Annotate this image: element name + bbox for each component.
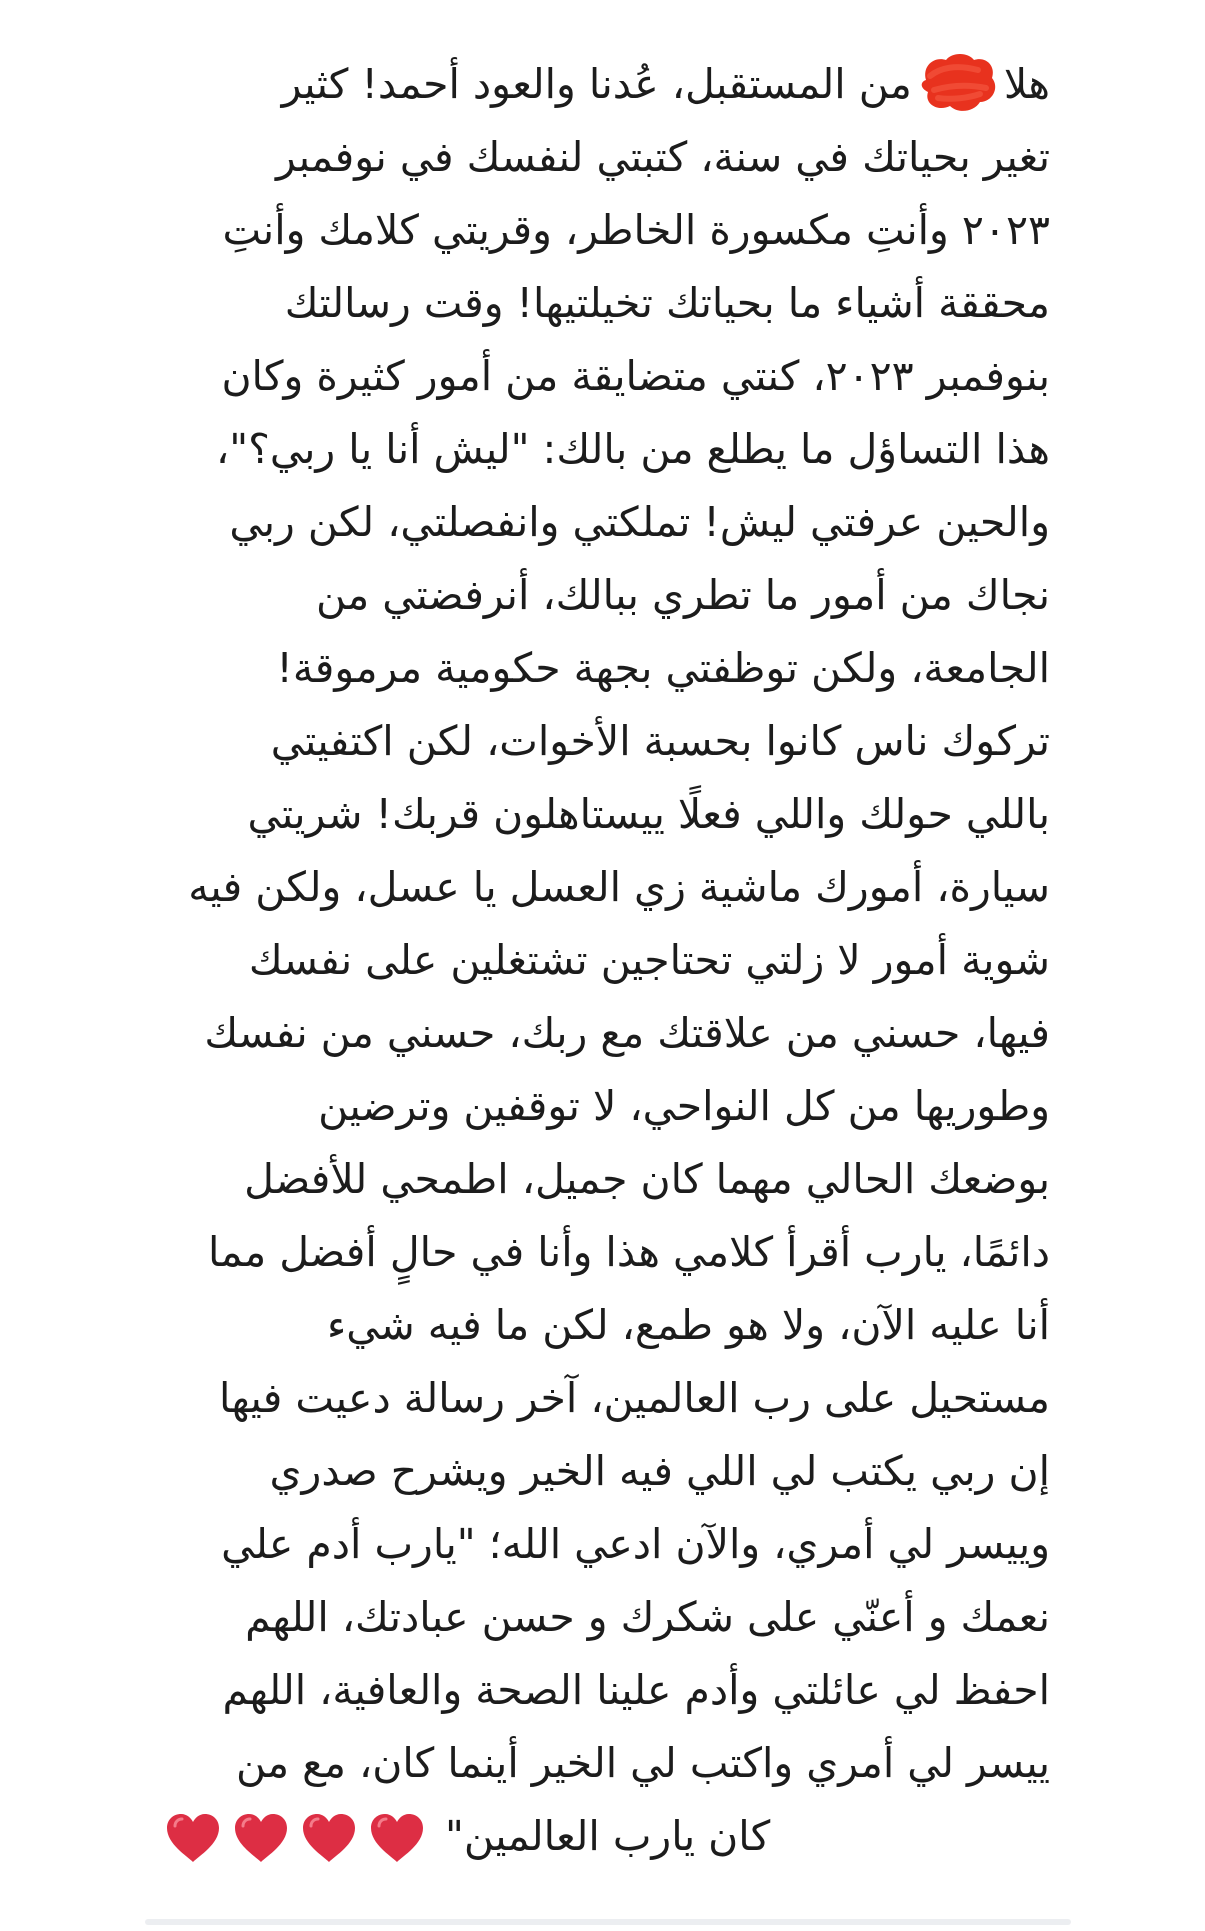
message-line: أنا عليه الآن، ولا هو طمع، لكن ما فيه شيء <box>326 1301 1050 1349</box>
message-line-1 <box>145 48 1050 121</box>
message-line: مستحيل على رب العالمين، آخر رسالة دعيت فيها <box>219 1374 1050 1422</box>
message-line: تركوك ناس كانوا بحسبة الأخوات، لكن اكتفيتي <box>270 717 1050 765</box>
message-line: شوية أمور لا زلتي تحتاجين تشتغلين على نفسك <box>248 936 1050 984</box>
message-line: سيارة، أمورك ماشية زي العسل يا عسل، ولكن فيه <box>188 863 1050 911</box>
message-line: وييسر لي أمري، والآن ادعي الله؛ "يارب أدم علي <box>221 1520 1050 1568</box>
message-line: فيها، حسني من علاقتك مع ربك، حسني من نفسك <box>204 1009 1050 1057</box>
message-line: باللي حولك واللي فعلًا ييستاهلون قربك! شريتي <box>247 790 1050 838</box>
message-line: وطوريها من كل النواحي، لا توقفين وترضين <box>318 1082 1050 1130</box>
message-line: نعمك و أعنّي على شكرك و حسن عبادتك، اللهم <box>245 1593 1050 1641</box>
message-last-line <box>145 1800 1050 1873</box>
red-heart-icon <box>369 1812 425 1864</box>
message-line: والحين عرفتي ليش! تملكتي وانفصلتي، لكن ربي <box>229 498 1050 546</box>
message-body <box>145 48 1050 1873</box>
message-line: ٢٠٢٣ وأنتِ مكسورة الخاطر، وقريتي كلامك وأنتِ <box>222 206 1050 254</box>
message-line: بوضعك الحالي مهما كان جميل، اطمحي للأفضل <box>244 1155 1050 1203</box>
message-line: الجامعة، ولكن توظفتي بجهة حكومية مرموقة! <box>276 644 1050 692</box>
bottom-divider <box>145 1919 1071 1925</box>
greeting-text: هلا <box>1003 60 1050 108</box>
red-heart-icon <box>301 1812 357 1864</box>
red-heart-icon <box>165 1812 221 1864</box>
message-line: إن ربي يكتب لي اللي فيه الخير ويشرح صدري <box>269 1447 1050 1495</box>
message-line: احفظ لي عائلتي وأدم علينا الصحة والعافية، اللهم <box>222 1666 1050 1714</box>
message-line: تغير بحياتك في سنة، كتبتي لنفسك في نوفمبر <box>275 133 1050 181</box>
message-line: ييسر لي أمري واكتب لي الخير أينما كان، مع من <box>235 1739 1050 1787</box>
red-heart-icon <box>233 1812 289 1864</box>
hearts-row <box>159 1799 431 1872</box>
message-line: هذا التساؤل ما يطلع من بالك: "ليش أنا يا ربي؟"، <box>216 425 1050 473</box>
message-line: دائمًا، يارب أقرأ كلامي هذا وأنا في حالٍ أفضل مما <box>208 1228 1050 1276</box>
message-line: بنوفمبر ٢٠٢٣، كنتي متضايقة من أمور كثيرة وكان <box>221 352 1050 400</box>
message-line-1-text: من المستقبل، عُدنا والعود أحمد! كثير <box>281 60 912 108</box>
message-line: محققة أشياء ما بحياتك تخيلتيها! وقت رسالتك <box>284 279 1050 327</box>
redaction-scribble <box>916 50 1000 116</box>
message-line: نجاك من أمور ما تطري ببالك، أنرفضتي من <box>316 571 1050 619</box>
message-closing-text: كان يارب العالمين" <box>445 1812 771 1860</box>
